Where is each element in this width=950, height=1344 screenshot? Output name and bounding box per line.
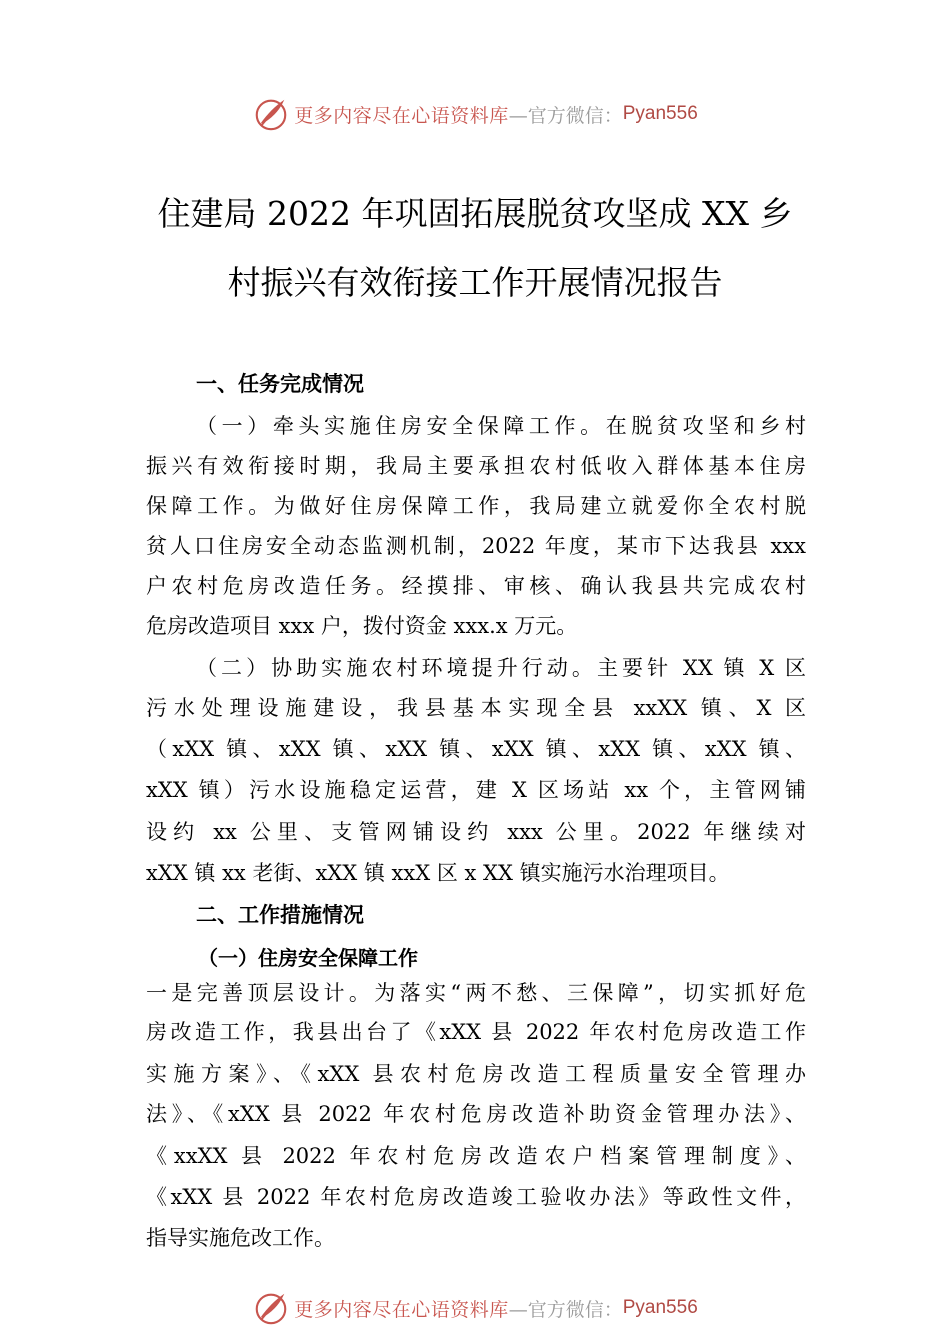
paragraph-line: 保障工作。为做好住房保障工作，我局建立就爱你全农村脱 (146, 494, 806, 518)
watermark-text: 更多内容尽在心语资料库 (294, 1298, 509, 1321)
paragraph-line: 《xXX 县 2022 年农村危房改造竣工验收办法》等政性文件， (146, 1185, 806, 1209)
paragraph-line: 实施方案》、《xXX 县农村危房改造工程质量安全管理办 (146, 1062, 806, 1086)
watermark-wechat-id: Pyan556 (622, 1297, 698, 1318)
quill-logo-icon (252, 95, 290, 133)
paragraph-line: 贫人口住房安全动态监测机制，2022 年度，某市下达我县 xxx (146, 534, 806, 558)
paragraph-line: 一是完善顶层设计。为落实“两不愁、三保障”，切实抓好危 (146, 981, 806, 1005)
paragraph-line: xXX 镇 xx 老街、xXX 镇 xxX 区 x XX 镇实施污水治理项目。 (146, 861, 730, 885)
watermark-separator: —官方微信： (508, 104, 623, 127)
watermark-footer (0, 1288, 950, 1328)
watermark-text: 更多内容尽在心语资料库 (294, 104, 509, 127)
paragraph-line: （二）协助实施农村环境提升行动。主要针 XX 镇 X 区 (196, 656, 806, 680)
paragraph-line: 设约 xx 公里、支管网铺设约 xxx 公里。2022 年继续对 (146, 820, 806, 844)
watermark-separator: —官方微信： (508, 1298, 623, 1321)
watermark-wechat-id: Pyan556 (622, 103, 698, 124)
quill-logo-icon (252, 1289, 290, 1327)
paragraph-line: 指导实施危改工作。 (146, 1226, 335, 1250)
section-heading: 一、任务完成情况 (196, 372, 364, 396)
document-title-line: 住建局 2022 年巩固拓展脱贫攻坚成 XX 乡 (157, 194, 793, 233)
paragraph-line: （xXX 镇、xXX 镇、xXX 镇、xXX 镇、xXX 镇、xXX 镇、 (146, 737, 806, 761)
paragraph-line: 振兴有效衔接时期，我局主要承担农村低收入群体基本住房 (146, 454, 806, 478)
paragraph-line: 户农村危房改造任务。经摸排、审核、确认我县共完成农村 (146, 574, 806, 598)
paragraph-line: xXX 镇）污水设施稳定运营，建 X 区场站 xx 个，主管网铺 (146, 778, 806, 802)
paragraph-line: 危房改造项目 xxx 户，拨付资金 xxx.x 万元。 (146, 614, 578, 638)
paragraph-line: 房改造工作，我县出台了《xXX 县 2022 年农村危房改造工作 (146, 1020, 806, 1044)
watermark-header (0, 94, 950, 134)
paragraph-line: 《xxXX 县 2022 年农村危房改造农户档案管理制度》、 (146, 1144, 806, 1168)
section-heading: 二、工作措施情况 (196, 903, 364, 927)
paragraph-line: （一）牵头实施住房安全保障工作。在脱贫攻坚和乡村 (196, 414, 806, 438)
document-title-line: 村振兴有效衔接工作开展情况报告 (227, 263, 723, 302)
paragraph-line: 污水处理设施建设，我县基本实现全县 xxXX 镇、X 区 (146, 696, 806, 720)
subsection-heading: （一）住房安全保障工作 (198, 946, 418, 970)
paragraph-line: 法》、《xXX 县 2022 年农村危房改造补助资金管理办法》、 (146, 1102, 806, 1126)
